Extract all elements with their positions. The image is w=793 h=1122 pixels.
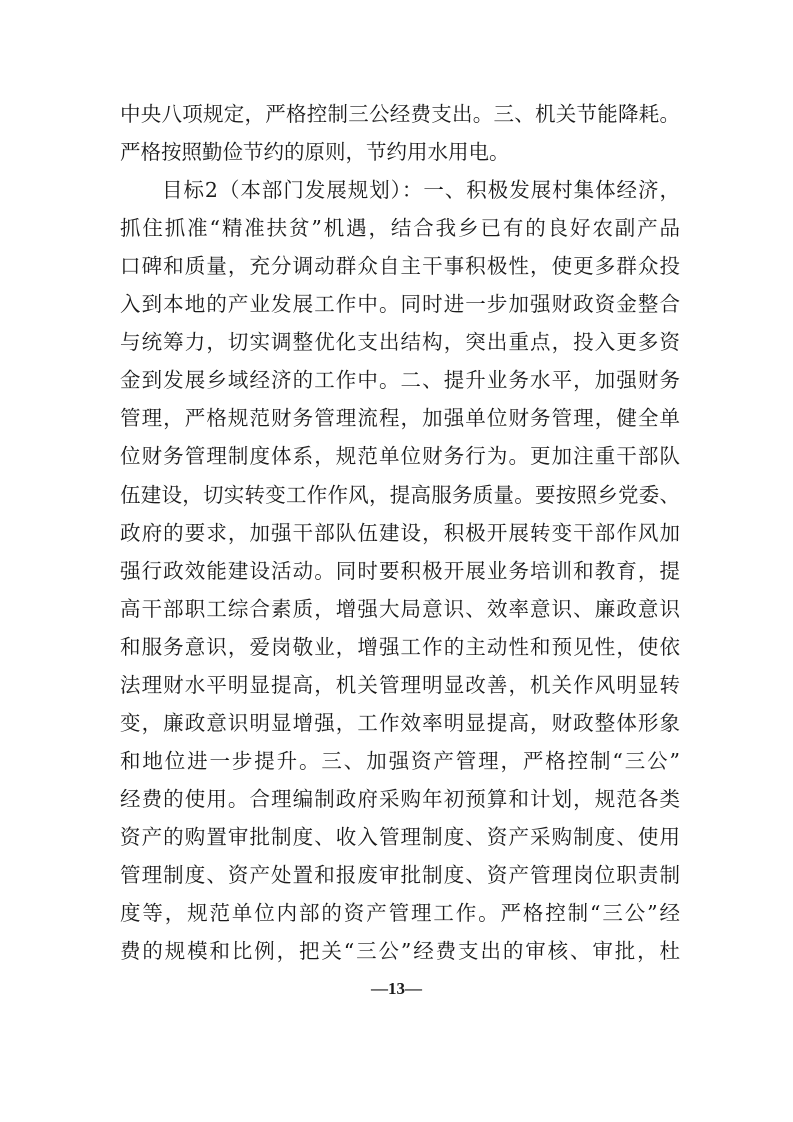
body-text-line: 口碑和质量，充分调动群众自主干事积极性，使更多群众投 (120, 254, 680, 279)
body-text-line: 严格按照勤俭节约的原则，节约用水用电。 (120, 140, 510, 165)
body-text-line: 法理财水平明显提高，机关管理明显改善，机关作风明显转 (120, 672, 680, 697)
body-text-line: 伍建设，切实转变工作作风，提高服务质量。要按照乡党委、 (120, 482, 680, 507)
body-text-line: 强行政效能建设活动。同时要积极开展业务培训和教育，提 (120, 558, 680, 583)
body-text-line: 和服务意识，爱岗敬业，增强工作的主动性和预见性，使依 (120, 634, 680, 659)
body-text-line: 入到本地的产业发展工作中。同时进一步加强财政资金整合 (120, 292, 680, 317)
body-text-line: 政府的要求，加强干部队伍建设，积极开展转变干部作风加 (120, 520, 680, 545)
body-text-line: 中央八项规定，严格控制三公经费支出。三、机关节能降耗。 (120, 102, 680, 126)
body-text-line: 经费的使用。合理编制政府采购年初预算和计划，规范各类 (120, 786, 680, 811)
body-text-line: 抓住抓准“精准扶贫”机遇，结合我乡已有的良好农副产品 (120, 216, 680, 241)
body-text-line: 管理制度、资产处置和报废审批制度、资产管理岗位职责制 (120, 863, 680, 887)
body-text-line: 高干部职工综合素质，增强大局意识、效率意识、廉政意识 (120, 596, 680, 621)
body-text-line: 变，廉政意识明显增强，工作效率明显提高，财政整体形象 (120, 710, 680, 735)
body-text-line: 位财务管理制度体系，规范单位财务行为。更加注重干部队 (120, 444, 680, 469)
page-number: —13— (371, 979, 422, 999)
body-text-line: 资产的购置审批制度、收入管理制度、资产采购制度、使用 (120, 824, 680, 849)
paragraph-first-line: 目标2（本部门发展规划）：一、积极发展村集体经济， (162, 178, 680, 203)
body-text-line: 金到发展乡域经济的工作中。二、提升业务水平，加强财务 (120, 368, 680, 393)
body-text-line: 费的规模和比例，把关“三公”经费支出的审核、审批，杜 (120, 939, 680, 964)
body-text-line: 和地位进一步提升。三、加强资产管理，严格控制“三公” (120, 748, 680, 773)
body-text-line: 管理，严格规范财务管理流程，加强单位财务管理，健全单 (120, 406, 680, 431)
body-text-line: 度等，规范单位内部的资产管理工作。严格控制“三公”经 (120, 901, 680, 926)
body-text-line: 与统筹力，切实调整优化支出结构，突出重点，投入更多资 (120, 330, 680, 355)
